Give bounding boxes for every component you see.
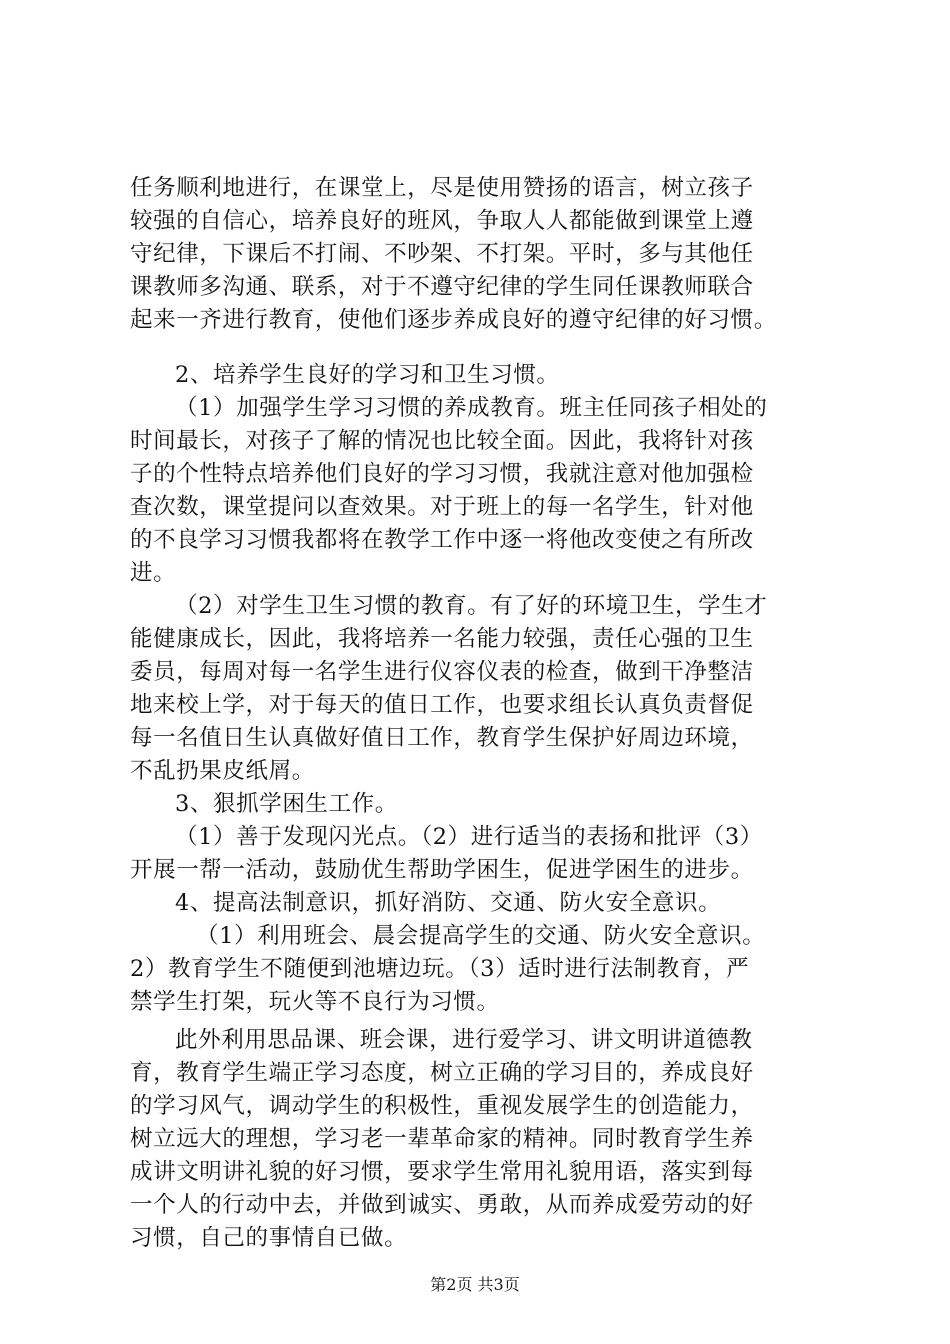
text-line: 的学习风气，调动学生的积极性，重视发展学生的创造能力， [130,1093,754,1119]
text-line: 不乱扔果皮纸屑。 [130,758,315,784]
section-heading: 2、培养学生良好的学习和卫生习惯。 [175,362,560,388]
text-line: （2）对学生卫生习惯的教育。有了好的环境卫生，学生才 [175,593,768,619]
text-line: 此外利用思品课、班会课，进行爱学习、讲文明讲道德教 [175,1027,753,1053]
text-line: 开展一帮一活动，鼓励优生帮助学困生，促进学困生的进步。 [130,857,754,883]
section-heading: 4、提高法制意识，抓好消防、交通、防火安全意识。 [175,890,722,916]
text-line: （1）善于发现闪光点。（2）进行适当的表扬和批评（3） [175,824,763,850]
text-line: 习惯，自己的事情自已做。 [130,1225,408,1251]
text-line: 每一名值日生认真做好值日工作，教育学生保护好周边环境， [130,725,754,751]
text-line: 地来校上学，对于每天的值日工作，也要求组长认真负责督促 [130,692,754,718]
text-line: 一个人的行动中去，并做到诚实、勇敢，从而养成爱劳动的好 [130,1192,754,1218]
text-line: 课教师多沟通、联系，对于不遵守纪律的学生同任课教师联合 [130,274,754,300]
page-footer: 第2页 共3页 [430,1275,520,1294]
text-line: 查次数，课堂提问以查效果。对于班上的每一名学生，针对他 [130,494,754,520]
section-heading: 3、狠抓学困生工作。 [175,791,398,817]
text-line: 成讲文明讲礼貌的好习惯，要求学生常用礼貌用语，落实到每 [130,1159,754,1185]
text-line: 委员，每周对每一名学生进行仪容仪表的检查，做到干净整洁 [130,659,754,685]
text-line: 较强的自信心，培养良好的班风，争取人人都能做到课堂上遵 [130,208,754,234]
text-line: 守纪律，下课后不打闹、不吵架、不打架。平时，多与其他任 [130,241,754,267]
text-line: （1）加强学生学习习惯的养成教育。班主任同孩子相处的 [175,395,768,421]
text-line: 时间最长，对孩子了解的情况也比较全面。因此，我将针对孩 [130,428,754,454]
text-line: 禁学生打架，玩火等不良行为习惯。 [130,989,500,1015]
text-line: 任务顺利地进行，在课堂上，尽是使用赞扬的语言，树立孩子 [130,175,754,201]
text-line: 进。 [130,560,177,586]
text-line: 的不良学习习惯我都将在教学工作中逐一将他改变使之有所改 [130,527,754,553]
text-line: 能健康成长，因此，我将培养一名能力较强，责任心强的卫生 [130,626,754,652]
text-line: （1）利用班会、晨会提高学生的交通、防火安全意识。 [196,923,766,949]
text-line: 树立远大的理想，学习老一辈革命家的精神。同时教育学生养 [130,1126,754,1152]
text-line: 2）教育学生不随便到池塘边玩。（3）适时进行法制教育，严 [130,956,750,982]
text-line: 子的个性特点培养他们良好的学习习惯，我就注意对他加强检 [130,461,754,487]
text-line: 起来一齐进行教育，使他们逐步养成良好的遵守纪律的好习惯。 [130,307,777,333]
text-line: 育，教育学生端正学习态度，树立正确的学习目的，养成良好 [130,1060,754,1086]
